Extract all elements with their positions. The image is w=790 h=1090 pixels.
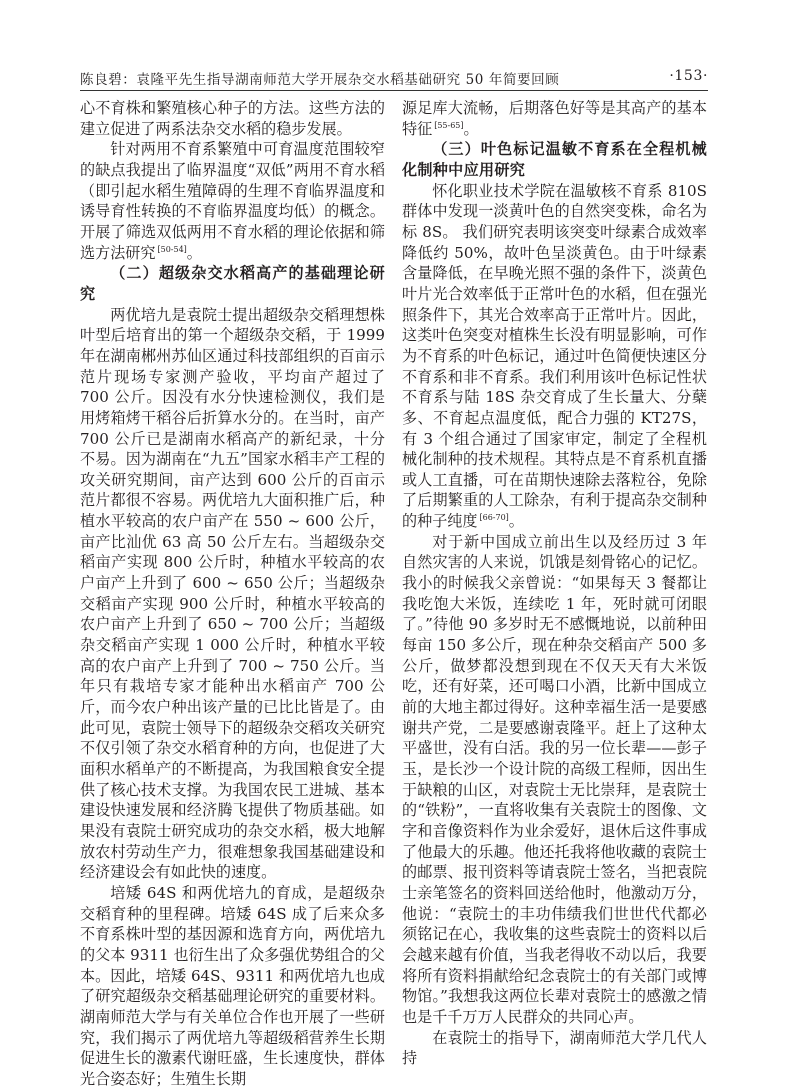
paragraph-text: 心不育株和繁殖核心种子的方法。这些方法的建立促进了两系法杂交水稻的稳步发展。 bbox=[80, 99, 385, 138]
paragraph-text: 在袁院士的指导下，湖南师范大学几代人持 bbox=[402, 1028, 707, 1068]
paragraph bbox=[402, 1028, 707, 1069]
citation-reference: [66-70] bbox=[479, 513, 509, 523]
paragraph bbox=[80, 883, 385, 1090]
running-header bbox=[80, 68, 708, 88]
citation-reference: [55-65] bbox=[434, 120, 464, 130]
section-heading: （二）超级杂交水稻高产的基础理论研究 bbox=[80, 264, 385, 303]
section-heading: （三）叶色标记温敏不育系在全程机械化制种中应用研究 bbox=[402, 140, 707, 179]
paragraph-text: 源足库大流畅，后期落色好等是其高产的基本特征 bbox=[402, 99, 707, 138]
header-rule bbox=[80, 90, 708, 91]
paragraph-text: 针对两用不育系繁殖中可育温度范围较窄的缺点我提出了临界温度“双低”两用不育水稻（即引起水稻生殖障碍的生理不育临界温度和诱导育性转换的不育临界温度均低）的概念。开展了筛选双低两用不育水稻的理论依据和筛选方法研究 bbox=[80, 140, 385, 262]
paragraph-text: 怀化职业技术学院在温敏核不育系 810S 群体中发现一淡黄叶色的自然突变株，命名为标 8S。 我们研究表明该突变叶绿素合成效率降低约 50%，故叶色呈淡黄色。由于叶绿素含量降低，在早晚光照不强的条件下，淡黄色叶片光合效率低于正常叶色的水稻，但在强光照条件下，其光合效率高于正常叶片。因此，这类叶色突变对植株生长没有明显影响，可作为不育系的叶色标记，通过叶色简便快速区分不育系和非不育系。我们利用该叶色标记性状不育系与陆 18S 杂交育成了生长量大、分蘖多、不育起点温度低，配合力强的 KT27S，有 3 个组合通过了国家审定，制定了全程机械化制种的技术规程。其特点是不育系机直播或人工直播，可在苗期快速除去落粒谷，免除了后期繁重的人工除杂，有利于提高杂交制种的种子纯度 bbox=[402, 181, 707, 531]
page-number: ·153· bbox=[669, 68, 708, 84]
paragraph-end-punctuation: 。 bbox=[186, 243, 202, 262]
left-column bbox=[80, 98, 385, 1090]
paragraph bbox=[80, 139, 385, 263]
paragraph bbox=[402, 98, 707, 139]
paragraph-end-punctuation: 。 bbox=[508, 512, 524, 531]
paragraph-text: 对于新中国成立前出生以及经历过 3 年自然灾害的人来说，饥饿是刻骨铭心的记忆。我小的时候我父亲曾说：“如果每天 3 餐都让我吃饱大米饭，连续吃 1 年，死时就可闭眼了。”待他 90 多岁时无不感慨地说，以前种田每亩 150 多公斤，现在种杂交稻亩产 500 多公斤，做梦都没想到现在不仅天天有大米饭吃，还有好菜，还可喝口小酒，比新中国成立前的大地主都过得好。这种幸福生活一是要感谢共产党，二是要感谢袁隆平。赶上了这种太平盛世，没有白活。我的另一位长辈——彭子玉，是长沙一个设计院的高级工程师，因出生于缺粮的山区，对袁院士无比崇拜，是袁院士的“铁粉”，一直将收集有关袁院士的图像、文字和音像资料作为业余爱好，退休后这件事成了他最大的乐趣。他还托我将他收藏的袁院士的邮票、报刊资料等请袁院士签名，当把袁院士亲笔签名的资料回送给他时，他激动万分，他说：“袁院士的丰功伟绩我们世世代代都必须铭记在心，我收集的这些袁院士的资料以后会越来越有价值，当我老得收不动以后，我要将所有资料捐献给纪念袁院士的有关部门或博物馆。”我想我这两位长辈对袁院士的感激之情也是千千万万人民群众的共同心声。 bbox=[402, 532, 707, 1026]
running-title: 陈良碧：袁隆平先生指导湖南师范大学开展杂交水稻基础研究 50 年简要回顾 bbox=[80, 72, 560, 88]
citation-reference: [50-54] bbox=[157, 244, 187, 254]
paragraph-text: 两优培九是袁院士提出超级杂交稻理想株叶型后培育出的第一个超级杂交稻，于 1999 年在湖南郴州苏仙区通过科技部组织的百亩示范片现场专家测产验收，平均亩产超过了 700 公斤。因没有水分快速检测仪，我们是用烤箱烤干稻谷后折算水分的。在当时，亩产 700 公斤已是湖南水稻高产的新纪录，十分不易。因为湖南在“九五”国家水稻丰产工程的攻关研究期间，亩产达到 600 公斤的百亩示范片都很不容易。两优培九大面积推广后，种植水平较高的农户亩产在 550 ~ 600 公斤，亩产比汕优 63 高 50 公斤左右。当超级杂交稻亩产实现 800 公斤时，种植水平较高的农户亩产上升到了 600 ~ 650 公斤；当超级杂交稻亩产实现 900 公斤时，种植水平较高的农户亩产上升到了 650 ~ 700 公斤；当超级杂交稻亩产实现 1 000 公斤时，种植水平较高的农户亩产上升到了 700 ~ 750 公斤。当年只有栽培专家才能种出水稻亩产 700 公斤，而今农户种出该产量的已比比皆是了。由此可见，袁院士领导下的超级杂交稻攻关研究不仅引领了杂交水稻育种的方向，也促进了大面积水稻单产的不断提高，为我国粮食安全提供了核心技术支撑。为我国农民工进城、基本建设快速发展和经济腾飞提供了物质基础。如果没有袁院士研究成功的杂交水稻，极大地解放农村劳动生产力，很难想象我国基础建设和经济建设会有如此快的速度。 bbox=[80, 305, 385, 882]
paragraph-end-punctuation: 。 bbox=[463, 119, 479, 138]
paragraph bbox=[80, 98, 385, 139]
paragraph bbox=[80, 305, 385, 883]
paragraph bbox=[402, 532, 707, 1028]
paragraph bbox=[402, 181, 707, 532]
paragraph-text: 培矮 64S 和两优培九的育成，是超级杂交稻育种的里程碑。培矮 64S 成了后来众多不育系株叶型的基因源和选育方向，两优培九的父本 9311 也衍生出了众多强优势组合的父本。因此，培矮 64S、9311 和两优培九也成了研究超级杂交稻基础理论研究的重要材料。湖南师范大学与有关单位合作也开展了一些研究，我们揭示了两优培九等超级稻营养生长期促进生长的激素代谢旺盛，生长速度快，群体光合姿态好；生殖生长期 bbox=[80, 883, 385, 1088]
right-column bbox=[402, 98, 707, 1069]
